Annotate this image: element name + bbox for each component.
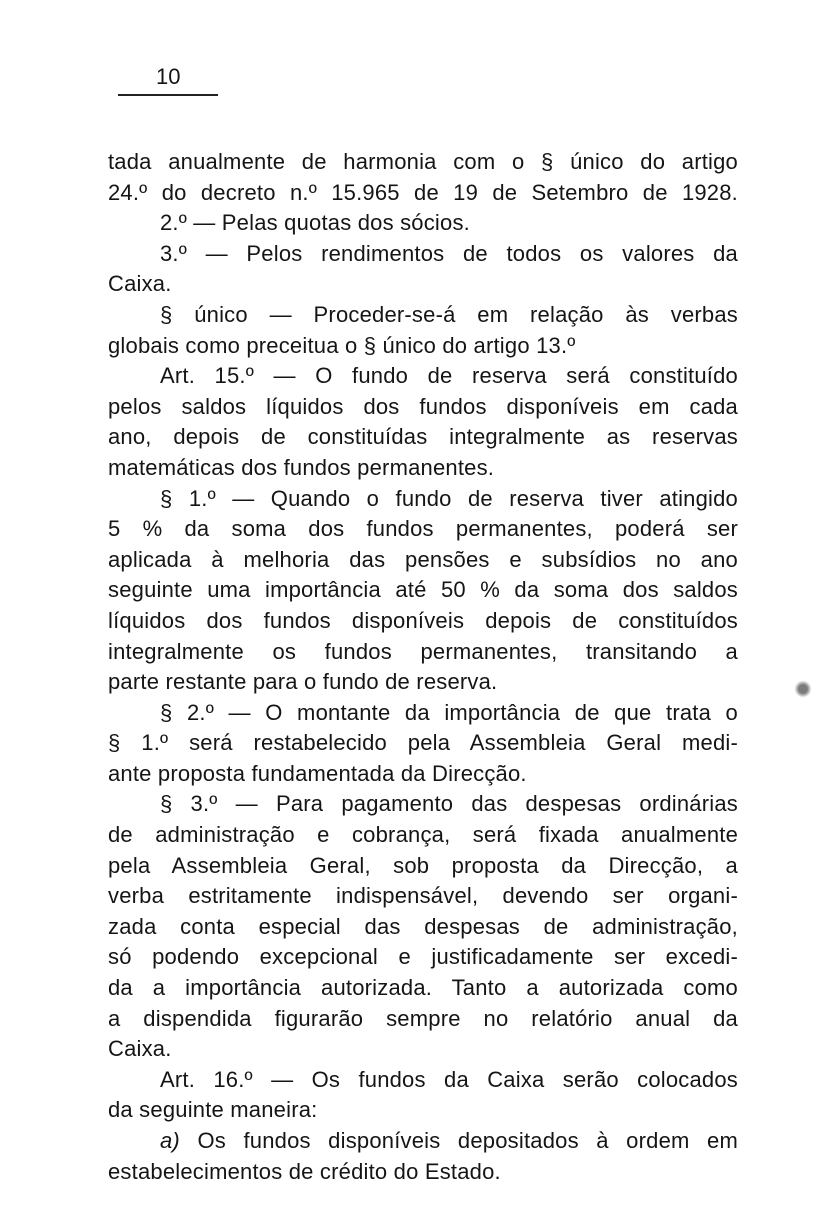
text-line (108, 239, 738, 270)
text-line (108, 300, 738, 331)
text-line-content: zada conta especial das despesas de administração, (108, 913, 738, 939)
text-line (108, 1157, 738, 1188)
ink-speck-decoration (792, 680, 814, 698)
text-line (108, 392, 738, 423)
text-line (108, 789, 738, 820)
text-line-content: § 1.º — Quando o fundo de reserva tiver atingido (160, 485, 738, 511)
text-line-content: só podendo excepcional e justificadamente ser excedi- (108, 944, 738, 970)
text-line-content: pelos saldos líquidos dos fundos disponíveis em cada (108, 393, 738, 419)
text-line-content: ante proposta fundamentada da Direcção. (108, 760, 527, 786)
text-line (108, 637, 738, 668)
text-line (108, 269, 738, 300)
text-line-content: seguinte uma importância até 50 % da soma dos saldos (108, 577, 738, 603)
text-line (108, 331, 738, 362)
text-line-content: Art. 15.º — O fundo de reserva será constituído (160, 363, 738, 389)
text-line-content: matemáticas dos fundos permanentes. (108, 454, 495, 480)
text-line (108, 514, 738, 545)
text-line-content: aplicada à melhoria das pensões e subsídios no ano (108, 546, 738, 572)
text-line (108, 606, 738, 637)
text-line (108, 484, 738, 515)
text-line (108, 1065, 738, 1096)
text-line-content: § 2.º — O montante da importância de que trata o (160, 699, 738, 725)
text-line (108, 1034, 738, 1065)
text-line-content: da a importância autorizada. Tanto a autorizada como (108, 975, 738, 1001)
text-line (108, 759, 738, 790)
text-line-content: Caixa. (108, 271, 172, 297)
text-line (108, 973, 738, 1004)
text-line-content: § único — Proceder-se-á em relação às verbas (160, 301, 738, 327)
text-line-content: pela Assembleia Geral, sob proposta da Direcção, a (108, 852, 738, 878)
text-line-content: 2.º — Pelas quotas dos sócios. (160, 210, 470, 236)
text-line-content: 5 % da soma dos fundos permanentes, poderá ser (108, 516, 738, 542)
text-line (108, 942, 738, 973)
text-line (108, 178, 738, 209)
text-line (108, 1095, 738, 1126)
text-line (108, 728, 738, 759)
text-line (108, 361, 738, 392)
text-line-content: § 3.º — Para pagamento das despesas ordinárias (160, 791, 738, 817)
text-line-content: Caixa. (108, 1036, 172, 1062)
text-line-content: integralmente os fundos permanentes, transitando a (108, 638, 738, 664)
text-line (108, 851, 738, 882)
text-line (108, 453, 738, 484)
text-line-content: verba estritamente indispensável, devendo ser organi- (108, 883, 738, 909)
text-line-content: Art. 16.º — Os fundos da Caixa serão colocados (160, 1066, 738, 1092)
page-number-rule (118, 94, 218, 96)
text-line (108, 208, 738, 239)
text-line (108, 147, 738, 178)
text-line-content: líquidos dos fundos disponíveis depois de constituídos (108, 607, 738, 633)
text-line (108, 881, 738, 912)
text-line-content: ano, depois de constituídas integralmente as reservas (108, 424, 738, 450)
body-text (108, 147, 738, 1187)
text-line-content: de administração e cobrança, será fixada anualmente (108, 822, 738, 848)
text-line-content: a dispendida figurarão sempre no relatório anual da (108, 1005, 738, 1031)
text-line (108, 1126, 738, 1157)
text-line-content: Os fundos disponíveis depositados à ordem em (197, 1128, 738, 1153)
text-line-content: 3.º — Pelos rendimentos de todos os valores da (160, 240, 738, 266)
text-line-content: estabelecimentos de crédito do Estado. (108, 1158, 501, 1184)
text-line (108, 1004, 738, 1035)
text-line-content: tada anualmente de harmonia com o § único do artigo (108, 149, 738, 174)
page-number: 10 (156, 64, 181, 89)
text-line (108, 575, 738, 606)
text-line (108, 667, 738, 698)
text-line (108, 820, 738, 851)
text-line-content: 24.º do decreto n.º 15.965 de 19 de Setembro de 1928. (108, 179, 738, 205)
text-line-content: § 1.º será restabelecido pela Assembleia Geral medi- (108, 730, 738, 756)
item-prefix: a) (160, 1128, 180, 1153)
text-line-content: globais como preceitua o § único do artigo 13.º (108, 332, 576, 358)
text-line (108, 912, 738, 943)
text-line (108, 698, 738, 729)
text-line-content: da seguinte maneira: (108, 1097, 318, 1123)
text-line (108, 422, 738, 453)
text-line (108, 545, 738, 576)
text-line-content: parte restante para o fundo de reserva. (108, 669, 498, 695)
